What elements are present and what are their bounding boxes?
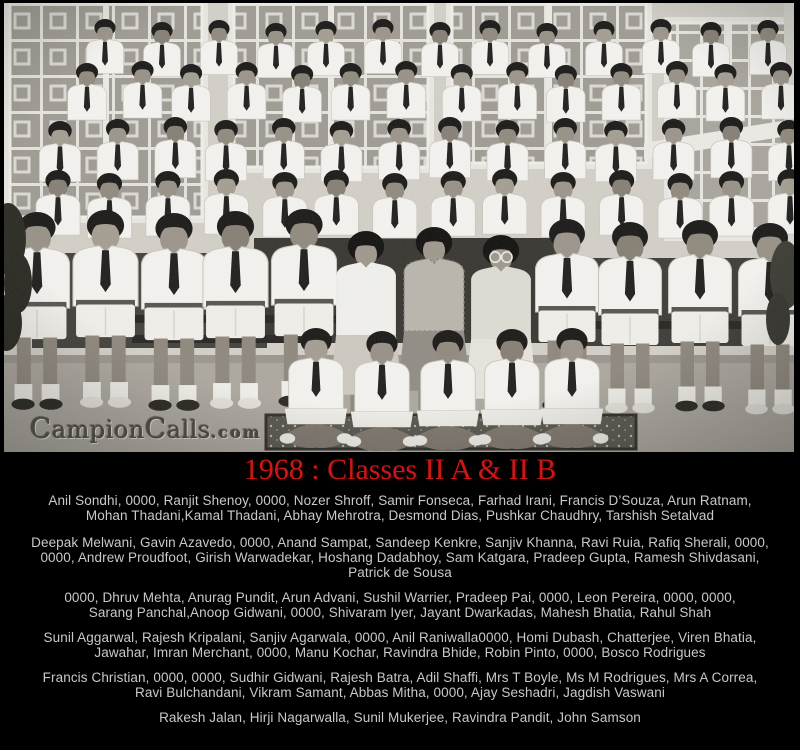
- names-line: Ravi Bulchandani, Vikram Samant, Abbas Mitha, 0000, Ajay Seshadri, Jagdish Vaswani: [135, 685, 665, 700]
- names-line: Patrick de Sousa: [348, 565, 452, 580]
- class-photo-svg: [4, 3, 794, 452]
- names-line: Sarang Panchal,Anoop Gidwani, 0000, Shivaram Iyer, Jayant Dwarkadas, Mahesh Bhatia, Rahul Shah: [88, 605, 712, 620]
- watermark-text: C: [30, 412, 52, 445]
- watermark-text: C: [144, 412, 167, 445]
- names-row-5: [0, 670, 800, 700]
- names-line: Anil Sondhi, 0000, Ranjit Shenoy, 0000, Nozer Shroff, Samir Fonseca, Farhad Irani, Francis D’Souza, Arun Ratnam,: [48, 493, 752, 508]
- names-row-1: [0, 493, 800, 523]
- names-line: Mohan Thadani,Kamal Thadani, Abhay Mehrotra, Desmond Dias, Pushkar Chaudhry, Tarshish Setalvad: [85, 508, 715, 523]
- photo-title: 1968 : Classes II A & II B: [243, 453, 557, 486]
- names-row-3: [0, 590, 800, 620]
- names-line: Rakesh Jalan, Hirji Nagarwalla, Sunil Mukerjee, Ravindra Pandit, John Samson: [159, 710, 641, 725]
- watermark-text: alls: [166, 416, 211, 444]
- watermark-suffix: .com: [210, 423, 262, 442]
- names-row-4: [0, 630, 800, 660]
- names-line: Francis Christian, 0000, 0000, Sudhir Gidwani, Rajesh Batra, Adil Shaffi, Mrs T Boyle, Ms M Rodrigues, Mrs A Correa,: [42, 670, 758, 685]
- caption-panel: [0, 452, 800, 735]
- watermark: [30, 412, 262, 445]
- names-line: 0000, Andrew Proudfoot, Girish Warwadekar, Hoshang Dadabhoy, Sam Katgara, Pradeep Gupta, Ramesh Shivdasani,: [40, 550, 760, 565]
- names-row-6: [0, 710, 800, 725]
- names-line: Jawahar, Imran Merchant, 0000, Manu Kochar, Ravindra Bhide, Robin Pinto, 0000, Bosco Rodrigues: [94, 645, 706, 660]
- names-row-2: [0, 535, 800, 580]
- class-photograph: [4, 3, 794, 452]
- names-line: Deepak Melwani, Gavin Azavedo, 0000, Anand Sampat, Sandeep Kenkre, Sanjiv Khanna, Ravi Ruia, Rafiq Sherali, 0000,: [31, 535, 769, 550]
- watermark-text: ampion: [51, 416, 145, 444]
- names-line: 0000, Dhruv Mehta, Anurag Pundit, Arun Advani, Sushil Warrier, Pradeep Pai, 0000, Leon Pereira, 0000, 0000,: [64, 590, 736, 605]
- class-photo-canvas: [4, 3, 794, 452]
- names-line: Sunil Aggarwal, Rajesh Kripalani, Sanjiv Agarwala, 0000, Anil Raniwalla0000, Homi Dubash, Chatterjee, Viren Bhatia,: [43, 630, 757, 645]
